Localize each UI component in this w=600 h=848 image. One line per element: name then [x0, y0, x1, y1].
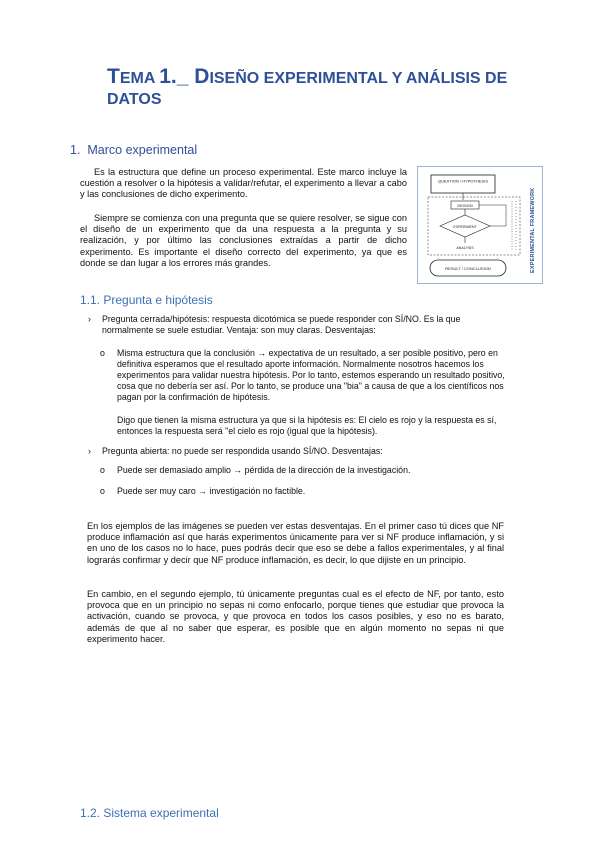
figure-side-label: EXPERIMENTAL FRAMEWORK [530, 187, 536, 273]
title-number: 1._ [159, 65, 195, 88]
note-same-structure: Digo que tienen la misma estructura ya que si la hipótesis es: El cielo es rojo y la respuesta es sí, entonces la respuesta será "el cielo es rojo (igual que la hipótesis). [117, 415, 497, 436]
section-1-heading [70, 143, 197, 157]
examples-paragraph-1: En los ejemplos de las imágenes se pueden ver estas desventajas. En el primer caso tú dices que NF produce inflamación así que harás experimentos únicamente para ver si NF produce inflamación, y si en uno de los casos no lo hace, pues podrás decir que eso se debe a fallos experimentales, y al final lograrás confirmar y decir que NF produce inflamación, es decir, lo que dijiste en un principio. [87, 521, 504, 565]
intro-paragraph-1: Es la estructura que define un proceso experimental. Este marco incluye la cuestión a resolver o la hipótesis a validar/refutar, el experimento a llevar a cabo y las conclusiones de dicho experimento. [80, 167, 407, 200]
question-box-label: QUESTION / HYPOTHESIS [437, 178, 489, 184]
title-line-1 [107, 66, 527, 89]
intro-paragraph-2: Siempre se comienza con una pregunta que se quiere resolver, se sigue con el diseño de un experimento que da una respuesta a la pregunta y su realización, y por último las conclusiones extraídas a partir de dicho experimento. Es importante el diseño correcto del experimento, ya que es donde se dan lugar a los errores más grandes. [80, 213, 407, 268]
sub-bullet-too-expensive: Puede ser muy caro → investigación no factible. [117, 486, 306, 496]
title-cap-t: T [107, 65, 120, 88]
section-number: 1. [70, 143, 81, 157]
sub-bullet-structure: Misma estructura que la conclusión → expectativa de un resultado, a ser posible positivo, pero en definitiva esperamos que el resultado aporte información. Normalmente nosotros hacemos los experimentos para validar nuestra hipótesis. Por lo tanto, estemos esperando un resultado positivo, cosa que no debería ser así. Por lo tanto, se produce una "bia" a causa de que a los científicos nos pagan por la confirmación de hipótesis. [117, 348, 505, 402]
framework-diagram [418, 167, 542, 283]
bullet-marker: › [88, 314, 91, 324]
subsection-1-2-heading: 1.2. Sistema experimental [80, 806, 219, 820]
title-line-2: DATOS [107, 91, 162, 108]
examples-paragraph-2: En cambio, en el segundo ejemplo, tú únicamente preguntas cual es el efecto de NF, por tanto, esto provoca que en un principio no sepas ni como enfocarlo, porque tienes que estudiar que provoca la activación, cuando se provoca, y que provoca en todos los casos posibles, y eso no es barato, además de que al no saber que esperar, es posible que en algún momento no sepas ni que experimento hacer. [87, 589, 504, 644]
bullet-closed-question: Pregunta cerrada/hipótesis: respuesta dicotómica se puede responder con SÍ/NO. Es la que normalmente se suele estudiar. Ventaja: son muy claras. Desventajas: [102, 314, 461, 335]
title-tema: EMA [119, 70, 160, 87]
title-text: ISEÑO EXPERIMENTAL Y ANÁLISIS DE [209, 70, 508, 87]
section-title: Marco experimental [87, 143, 198, 157]
sub-bullet-marker: o [100, 348, 105, 358]
sub-bullet-marker: o [100, 465, 105, 475]
experimental-framework-figure [417, 166, 543, 284]
analysis-label: ANALYSIS [456, 246, 474, 250]
experiment-label: EXPERIMENT [453, 225, 477, 229]
result-box-label: RESULT / CONCLUSION [445, 266, 491, 271]
title-cap-d: D [194, 65, 210, 88]
bullet-open-question: Pregunta abierta: no puede ser respondida usando SÍ/NO. Desventajas: [102, 446, 383, 456]
sub-bullet-too-broad: Puede ser demasiado amplio → pérdida de la dirección de la investigación. [117, 465, 411, 475]
page-title [107, 66, 527, 110]
subsection-1-1-heading: 1.1. Pregunta e hipótesis [80, 293, 213, 307]
bullet-marker: › [88, 446, 91, 456]
sub-bullet-marker: o [100, 486, 105, 496]
design-box-label: DESIGN [457, 203, 473, 208]
